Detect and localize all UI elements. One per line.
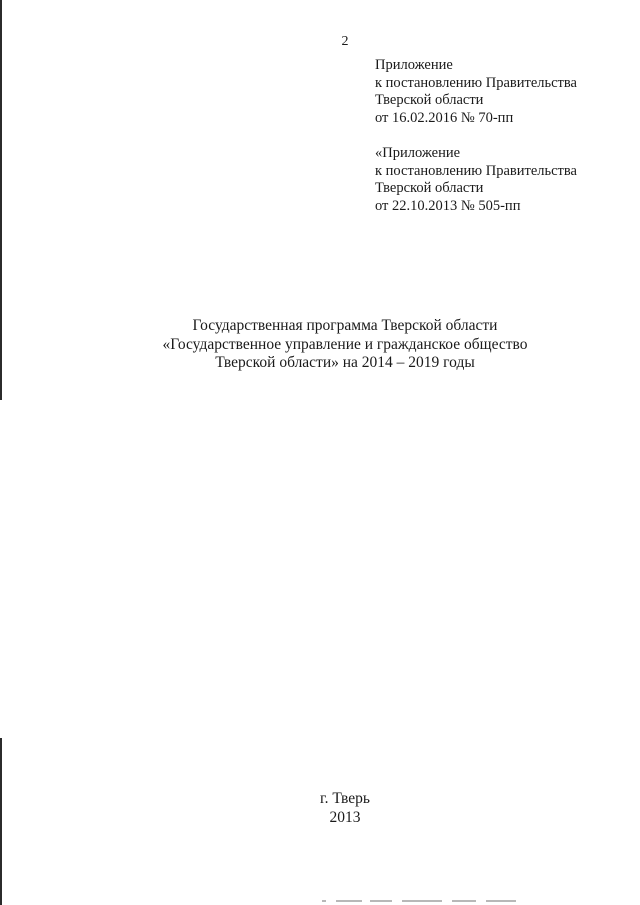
appendix-original-resolution: к постановлению Правительства bbox=[375, 162, 577, 179]
appendix-current-heading: Приложение bbox=[375, 57, 453, 73]
scan-mark bbox=[370, 900, 392, 902]
program-title-line-3: Тверской области» на 2014 – 2019 годы bbox=[215, 354, 475, 371]
appendix-original-block bbox=[375, 145, 577, 215]
document-footer bbox=[0, 790, 640, 827]
appendix-original-date-number: от 22.10.2013 № 505-пп bbox=[375, 197, 521, 214]
program-title-line-1: Государственная программа Тверской области bbox=[192, 317, 498, 334]
appendix-current-region: Тверской области bbox=[375, 92, 484, 108]
footer-year: 2013 bbox=[329, 808, 361, 826]
program-title bbox=[0, 317, 640, 373]
footer-city: г. Тверь bbox=[320, 790, 370, 807]
scan-mark bbox=[322, 900, 326, 902]
page-number: 2 bbox=[341, 34, 349, 49]
appendix-original-heading: «Приложение bbox=[375, 145, 461, 161]
appendix-original-region: Тверской области bbox=[375, 180, 484, 196]
appendix-current-block bbox=[375, 57, 577, 127]
scan-mark bbox=[402, 900, 442, 902]
scan-mark bbox=[336, 900, 362, 902]
appendix-current-resolution: к постановлению Правительства bbox=[375, 74, 577, 91]
scan-mark bbox=[452, 900, 476, 902]
scan-mark bbox=[486, 900, 516, 902]
appendix-current-date-number: от 16.02.2016 № 70-пп bbox=[375, 109, 514, 126]
program-title-line-2: «Государственное управление и гражданское общество bbox=[162, 335, 528, 353]
scan-artifact-marks bbox=[322, 900, 622, 903]
